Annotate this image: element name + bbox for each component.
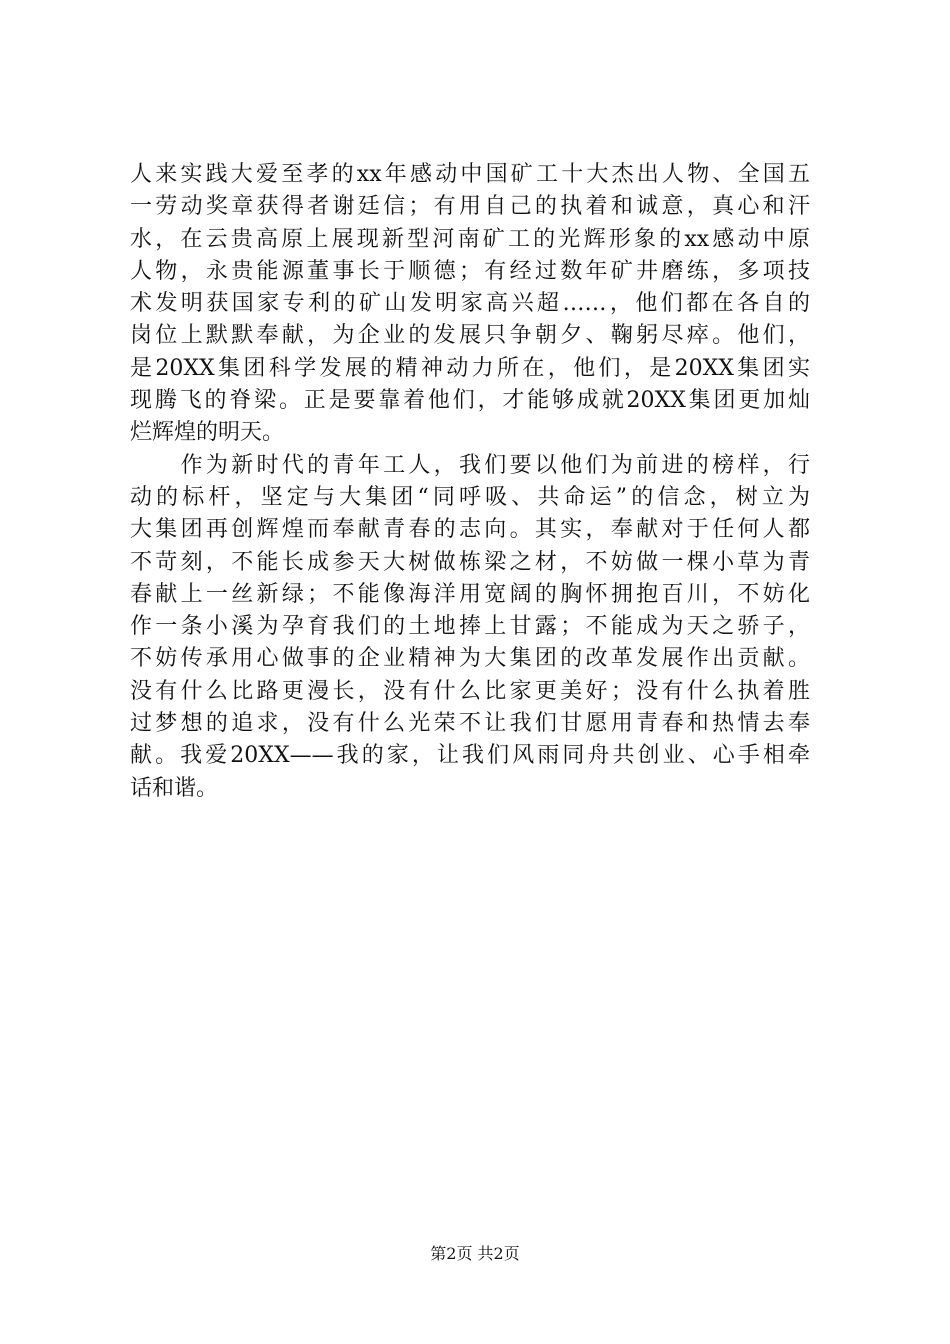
text-line: 术发明获国家专利的矿山发明家高兴超……，他们都在各自的	[130, 291, 810, 317]
text-line: 作为新时代的青年工人，我们要以他们为前进的榜样，行	[130, 452, 810, 478]
text-line: 动的标杆，坚定与大集团“同呼吸、共命运”的信念，树立为	[130, 484, 810, 510]
text-line: 烂辉煌的明天。	[130, 420, 285, 446]
text-line: 一劳动奖章获得者谢廷信；有用自己的执着和诚意，真心和汗	[130, 194, 810, 220]
paragraph-2	[130, 450, 810, 805]
text-line: 春献上一丝新绿；不能像海洋用宽阔的胸怀拥抱百川，不妨化	[130, 581, 810, 607]
text-line: 献。我爱20XX——我的家，让我们风雨同舟共创业、心手相牵	[130, 743, 810, 769]
text-line: 人来实践大爱至孝的xx年感动中国矿工十大杰出人物、全国五	[130, 162, 810, 187]
text-line: 过梦想的追求，没有什么光荣不让我们甘愿用青春和热情去奉	[130, 711, 810, 737]
text-line: 不妨传承用心做事的企业精神为大集团的改革发展作出贡献。	[130, 646, 810, 672]
text-line: 不苛刻，不能长成参天大树做栋梁之材，不妨做一棵小草为青	[130, 549, 810, 575]
text-line: 话和谐。	[130, 775, 219, 801]
text-line: 大集团再创辉煌而奉献青春的志向。其实，奉献对于任何人都	[130, 517, 810, 543]
text-line: 水，在云贵高原上展现新型河南矿工的光辉形象的xx感动中原	[130, 226, 810, 252]
text-line: 岗位上默默奉献，为企业的发展只争朝夕、鞠躬尽瘁。他们，	[130, 323, 810, 349]
text-line: 现腾飞的脊梁。正是要靠着他们，才能够成就20XX集团更加灿	[130, 388, 810, 414]
text-line: 没有什么比路更漫长，没有什么比家更美好；没有什么执着胜	[130, 678, 810, 704]
page-footer: 第2页 共2页	[430, 1244, 520, 1263]
text-line: 人物，永贵能源董事长于顺德；有经过数年矿井磨练，多项技	[130, 258, 810, 284]
text-line: 是20XX集团科学发展的精神动力所在，他们，是20XX集团实	[130, 355, 810, 381]
paragraph-1	[130, 159, 810, 450]
document-body	[130, 159, 810, 805]
text-line: 作一条小溪为孕育我们的土地捧上甘露；不能成为天之骄子，	[130, 614, 810, 640]
